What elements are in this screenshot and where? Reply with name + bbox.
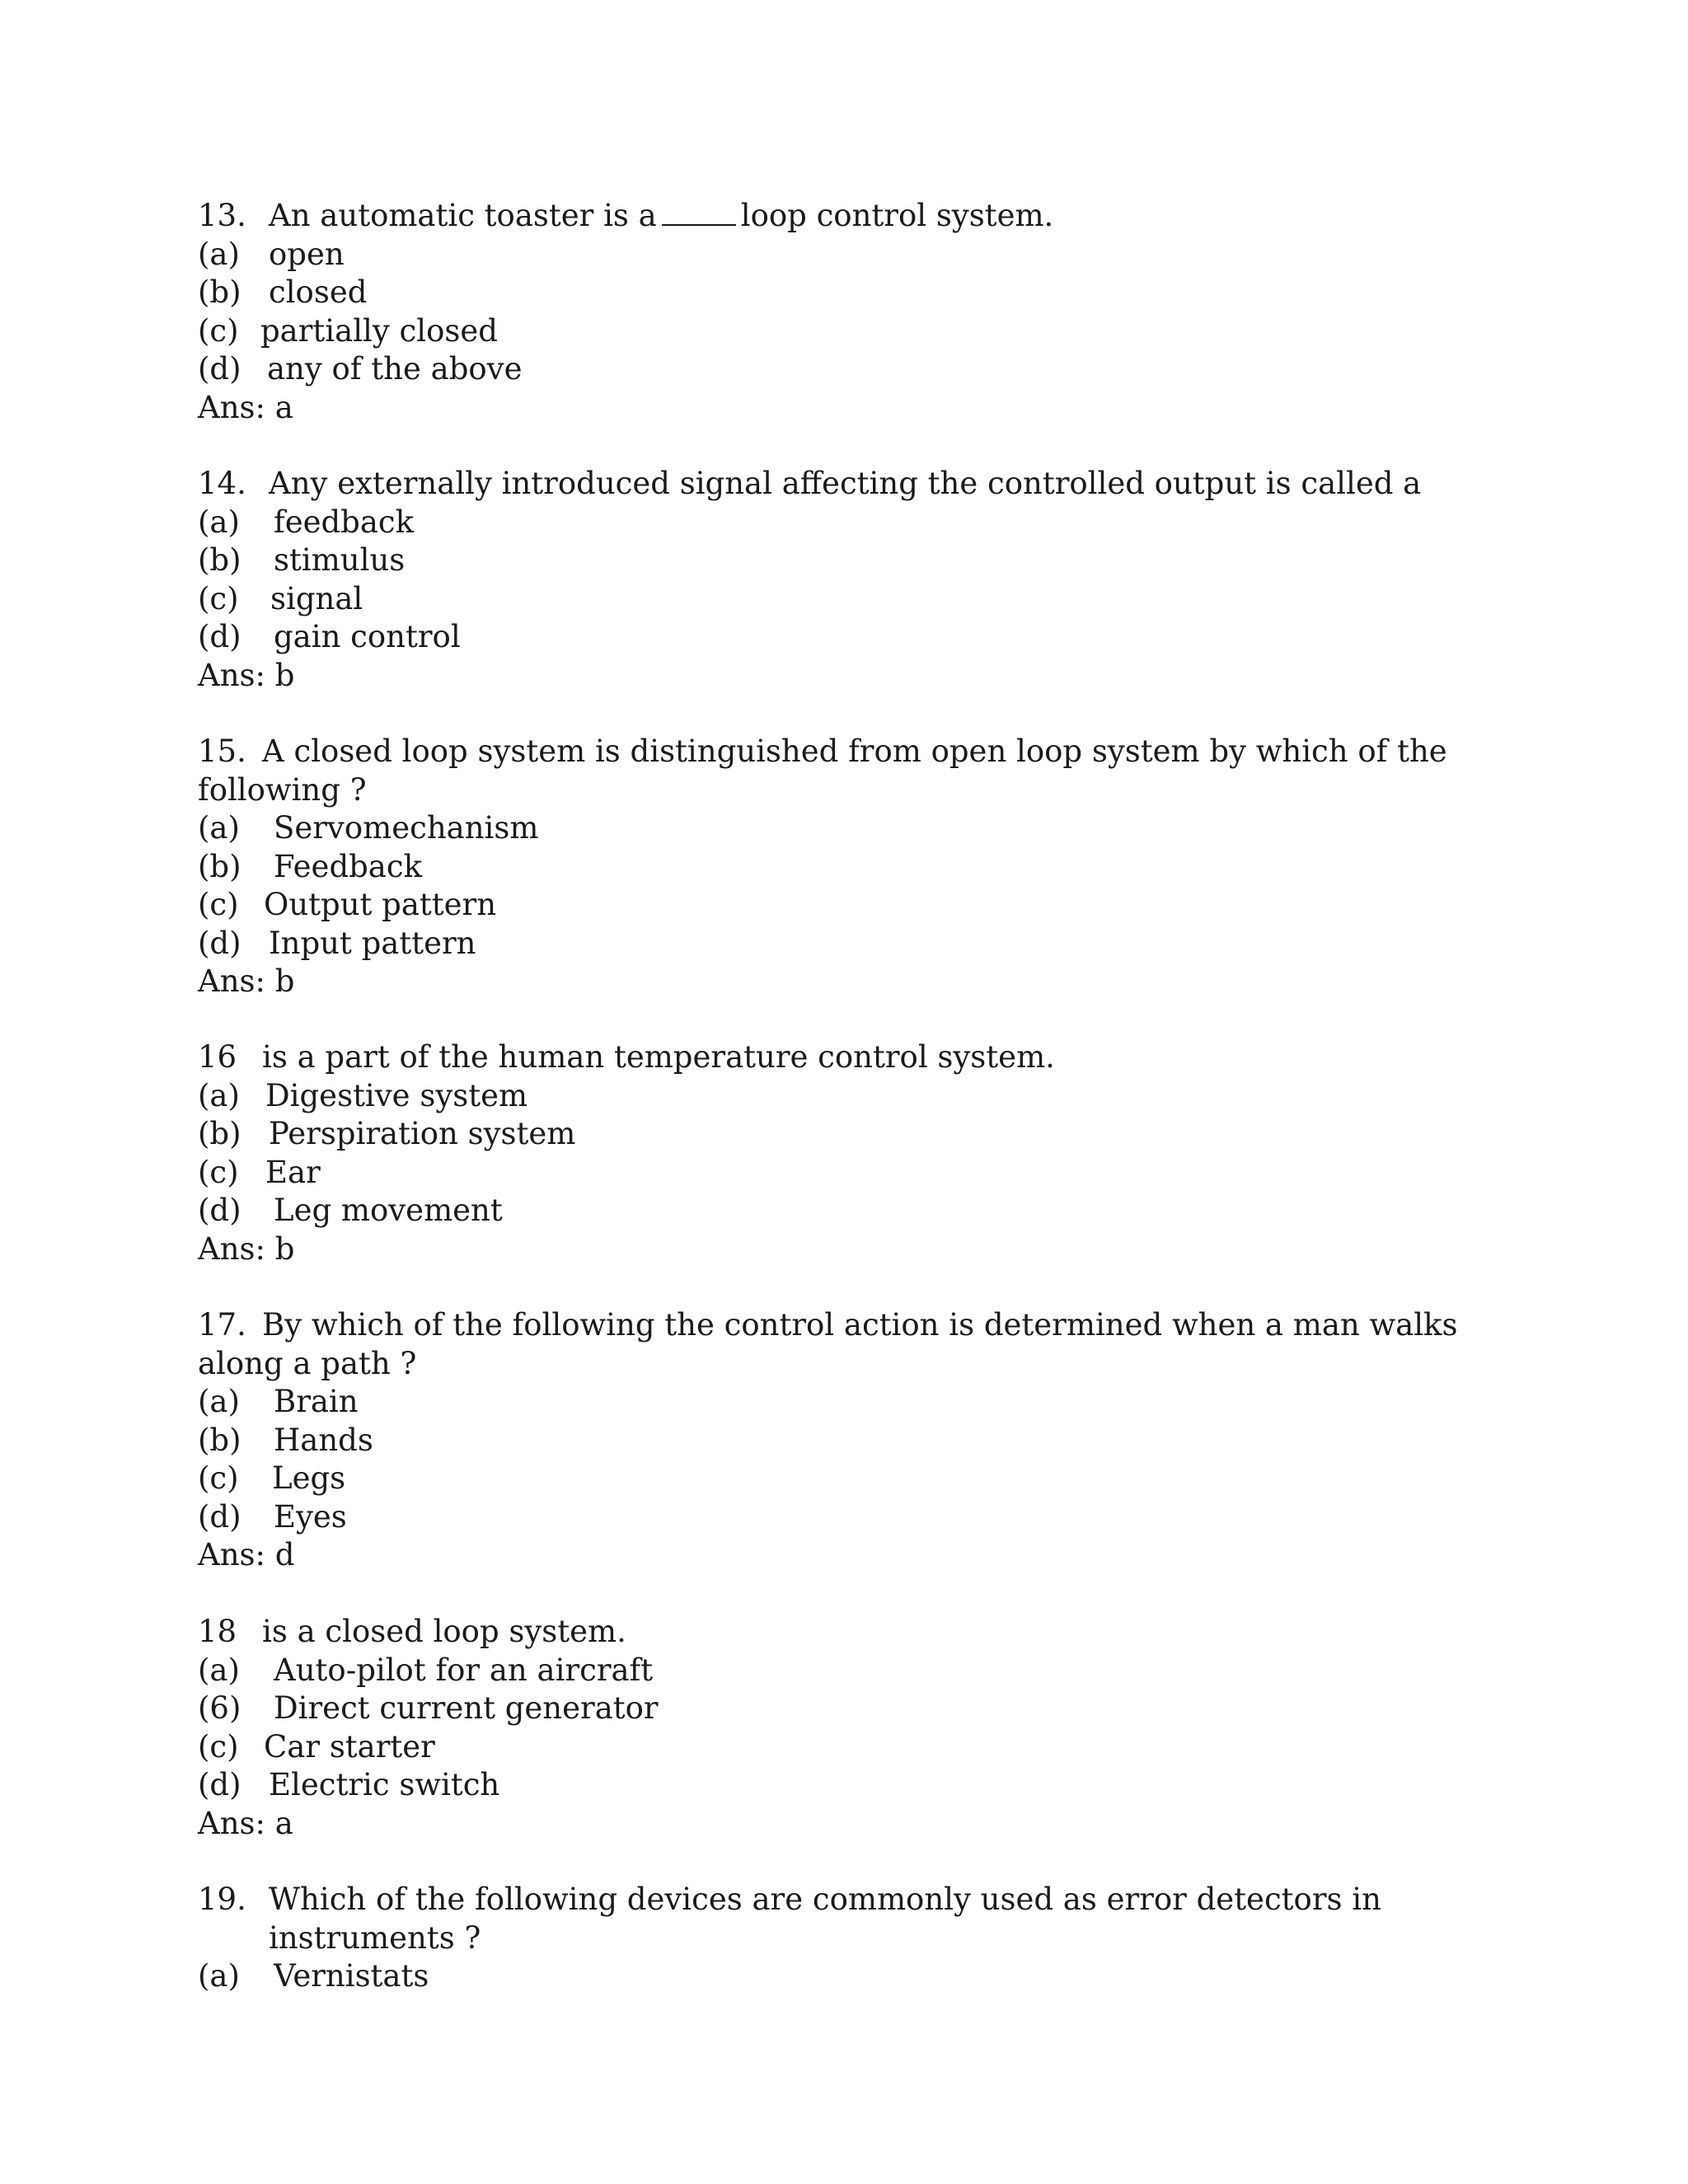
answer: Ans: b	[198, 657, 295, 693]
answer: Ans: b	[198, 1230, 295, 1267]
option-a: (a) Vernistats	[198, 1958, 429, 1994]
question-text: A closed loop system is distinguished from open loop system by which of the following ?	[198, 733, 1447, 808]
option-c: (c) partially closed	[198, 312, 498, 349]
question-text: is a part of the human temperature control system.	[262, 1039, 1055, 1075]
question-15	[198, 733, 1492, 1001]
option-d: (d) Leg movement	[198, 1193, 503, 1228]
answer: Ans: b	[198, 963, 295, 999]
question-14	[198, 465, 1492, 695]
question-text-after: loop control system.	[740, 198, 1054, 233]
option-b: (b) stimulus	[198, 542, 406, 578]
option-d: (d) gain control	[198, 619, 461, 654]
question-number: 16	[198, 1039, 237, 1075]
fill-in-blank	[662, 199, 736, 226]
question-stem	[198, 197, 1492, 236]
question-stem	[198, 1881, 1492, 1957]
question-text-before: An automatic toaster is a	[269, 198, 657, 233]
question-stem	[198, 733, 1492, 809]
option-b: (b) closed	[198, 274, 368, 310]
option-d: (d) Input pattern	[198, 925, 476, 961]
option-c: (c) signal	[198, 580, 363, 616]
question-number: 19.	[198, 1882, 246, 1917]
question-text: By which of the following the control action is determined when a man walks along a path ?	[198, 1307, 1458, 1381]
question-text: is a closed loop system.	[262, 1614, 626, 1649]
option-d: (d) Electric switch	[198, 1767, 500, 1802]
question-stem	[198, 1038, 1492, 1077]
question-19	[198, 1881, 1492, 1996]
question-17	[198, 1306, 1492, 1575]
answer: Ans: d	[198, 1537, 295, 1572]
option-b: (b) Feedback	[198, 848, 423, 884]
question-13	[198, 197, 1492, 427]
option-a: (a) Auto-pilot for an aircraft	[198, 1652, 654, 1688]
option-b: (b) Perspiration system	[198, 1116, 576, 1151]
option-b: (6) Direct current generator	[198, 1690, 659, 1726]
question-number: 13.	[198, 198, 246, 233]
question-text: Any externally introduced signal affecting the controlled output is called a	[269, 466, 1422, 501]
option-a: (a) Brain	[198, 1384, 359, 1419]
question-stem	[198, 1306, 1492, 1383]
question-number: 18	[198, 1614, 237, 1649]
question-18	[198, 1613, 1492, 1843]
option-a: (a) Servomechanism	[198, 810, 539, 846]
question-stem	[198, 1613, 1492, 1652]
option-a: (a) Digestive system	[198, 1077, 528, 1113]
option-a: (a) feedback	[198, 504, 415, 540]
option-c: (c) Legs	[198, 1460, 346, 1496]
question-stem	[198, 465, 1492, 504]
question-number: 14.	[198, 466, 246, 501]
option-d: (d) Eyes	[198, 1498, 347, 1535]
question-16	[198, 1038, 1492, 1268]
option-c: (c) Output pattern	[198, 887, 497, 922]
question-text: Which of the following devices are commonly used as error detectors in instruments ?	[269, 1882, 1381, 1956]
question-number: 15.	[198, 733, 246, 769]
option-c: (c) Ear	[198, 1154, 321, 1190]
answer: Ans: a	[198, 1805, 293, 1841]
option-a: (a) open	[198, 236, 345, 272]
question-number: 17.	[198, 1307, 246, 1343]
option-d: (d) any of the above	[198, 351, 523, 387]
option-b: (b) Hands	[198, 1422, 373, 1458]
answer: Ans: a	[198, 389, 293, 425]
option-c: (c) Car starter	[198, 1728, 435, 1765]
